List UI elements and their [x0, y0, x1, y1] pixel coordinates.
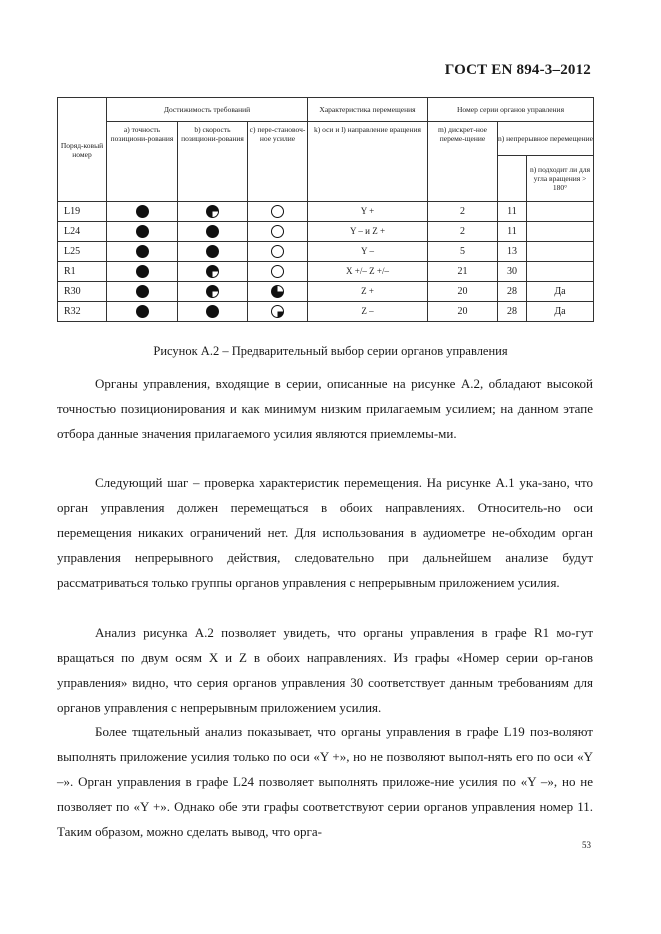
col-c-header: с) пере-становоч-ное усилие — [248, 122, 308, 202]
cell-n: 11 — [498, 202, 527, 222]
cell-c — [248, 302, 308, 322]
col-b-header: b) скорость позициони-рования — [178, 122, 248, 202]
cell-code: R32 — [58, 302, 107, 322]
rating-three-quarter-icon — [206, 285, 219, 298]
col-m-header: m) дискрет-ное переме-щение — [428, 122, 498, 202]
cell-a — [107, 282, 178, 302]
cell-dir: Z – — [308, 302, 428, 322]
cell-dir: Y – и Z + — [308, 222, 428, 242]
cell-b — [178, 262, 248, 282]
rating-three-quarter-icon — [206, 205, 219, 218]
rating-full-icon — [206, 225, 219, 238]
cell-n1 — [527, 202, 594, 222]
rating-full-icon — [136, 245, 149, 258]
paragraph-1: Органы управления, входящие в серии, описанные на рисунке А.2, обладают высокой точностью позиционирования и как минимум низким прилагаемым усилием; на данном этапе отбора данные значения прилагаемого усилия являются приемлемы-ми. — [57, 376, 593, 441]
rating-full-icon — [136, 205, 149, 218]
col-n1-header: n) подходит ли для угла вращения > 180° — [527, 156, 594, 202]
document-header: ГОСТ EN 894-3–2012 — [444, 62, 591, 78]
table-row — [58, 262, 594, 282]
cell-n1: Да — [527, 282, 594, 302]
cell-c — [248, 222, 308, 242]
cell-b — [178, 202, 248, 222]
col-a-header: а) точность позициони-рования — [107, 122, 178, 202]
cell-code: R1 — [58, 262, 107, 282]
cell-m: 2 — [428, 202, 498, 222]
cell-code: R30 — [58, 282, 107, 302]
paragraph-2: Следующий шаг – проверка характеристик перемещения. На рисунке А.1 ука-зано, что орган управления должен перемещаться в обоих направлениях. Относитель-но оси перемещения никаких ограничений нет. Для использования в аудиометре не-обходим орган управления непрерывного действия, следовательно при дальнейшем анализе будут рассматриваться только группы органов управления с непрерывным приложением усилия. — [57, 475, 593, 590]
row-number-header: Поряд-ковый номер — [58, 98, 107, 202]
table-row — [58, 202, 594, 222]
rating-full-icon — [136, 265, 149, 278]
rating-full-icon — [136, 305, 149, 318]
rating-full-icon — [206, 305, 219, 318]
cell-n1 — [527, 242, 594, 262]
rating-three-quarter-icon — [206, 265, 219, 278]
table-row — [58, 222, 594, 242]
cell-b — [178, 242, 248, 262]
table-row — [58, 302, 594, 322]
cell-b — [178, 222, 248, 242]
col-kl-header: k) оси и l) направление вращения — [308, 122, 428, 202]
rating-empty-icon — [271, 225, 284, 238]
cell-dir: Z + — [308, 282, 428, 302]
cell-a — [107, 202, 178, 222]
series-group-header: Номер серии органов управления — [428, 98, 594, 122]
table-row — [58, 282, 594, 302]
requirements-group-header: Достижимость требований — [107, 98, 308, 122]
page-number: 53 — [582, 840, 591, 850]
cell-n1 — [527, 262, 594, 282]
cell-dir: X +/– Z +/– — [308, 262, 428, 282]
cell-m: 5 — [428, 242, 498, 262]
cell-n: 28 — [498, 282, 527, 302]
movement-group-header: Характеристика перемещения — [308, 98, 428, 122]
cell-a — [107, 302, 178, 322]
cell-n: 30 — [498, 262, 527, 282]
cell-m: 21 — [428, 262, 498, 282]
cell-m: 2 — [428, 222, 498, 242]
cell-c — [248, 262, 308, 282]
paragraph-3: Анализ рисунка А.2 позволяет увидеть, что органы управления в графе R1 мо-гут вращаться по двум осям X и Z в обоих направлениях. Из графы «Номер серии ор-ганов управления» видно, что серия органов управления 30 соответствует данным требованиям для органов управления с непрерывным приложением усилия. — [57, 625, 593, 715]
cell-n: 11 — [498, 222, 527, 242]
rating-full-icon — [136, 225, 149, 238]
cell-b — [178, 302, 248, 322]
cell-n: 13 — [498, 242, 527, 262]
col-n-header: n) непрерывное перемещение — [498, 122, 594, 156]
rating-full-icon — [206, 245, 219, 258]
cell-code: L19 — [58, 202, 107, 222]
cell-c — [248, 242, 308, 262]
cell-c — [248, 282, 308, 302]
cell-c — [248, 202, 308, 222]
cell-m: 20 — [428, 282, 498, 302]
cell-dir: Y – — [308, 242, 428, 262]
paragraph-4: Более тщательный анализ показывает, что органы управления в графе L19 поз-воляют выполнять приложение усилия только по оси «Y +», но не позволяют выпол-нять его по оси «Y –». Орган управления в графе L24 позволяет выполнять приложе-ние усилия по «Y –», но не позволяет по «Y +». Однако обе эти графы соответствуют серии органов управления номер 11. Таким образом, можно сделать вывод, что орга- — [57, 724, 593, 839]
cell-n1: Да — [527, 302, 594, 322]
rating-empty-icon — [271, 205, 284, 218]
rating-quarter-icon — [271, 305, 284, 318]
cell-code: L24 — [58, 222, 107, 242]
cell-a — [107, 242, 178, 262]
rating-three-quarter-open-icon — [271, 285, 284, 298]
cell-m: 20 — [428, 302, 498, 322]
cell-a — [107, 262, 178, 282]
cell-n1 — [527, 222, 594, 242]
figure-caption: Рисунок А.2 – Предварительный выбор серии органов управления — [153, 344, 508, 358]
table-row — [58, 242, 594, 262]
cell-a — [107, 222, 178, 242]
control-selection-table — [57, 97, 594, 322]
cell-dir: Y + — [308, 202, 428, 222]
rating-empty-icon — [271, 245, 284, 258]
cell-n: 28 — [498, 302, 527, 322]
cell-b — [178, 282, 248, 302]
rating-empty-icon — [271, 265, 284, 278]
cell-code: L25 — [58, 242, 107, 262]
rating-full-icon — [136, 285, 149, 298]
